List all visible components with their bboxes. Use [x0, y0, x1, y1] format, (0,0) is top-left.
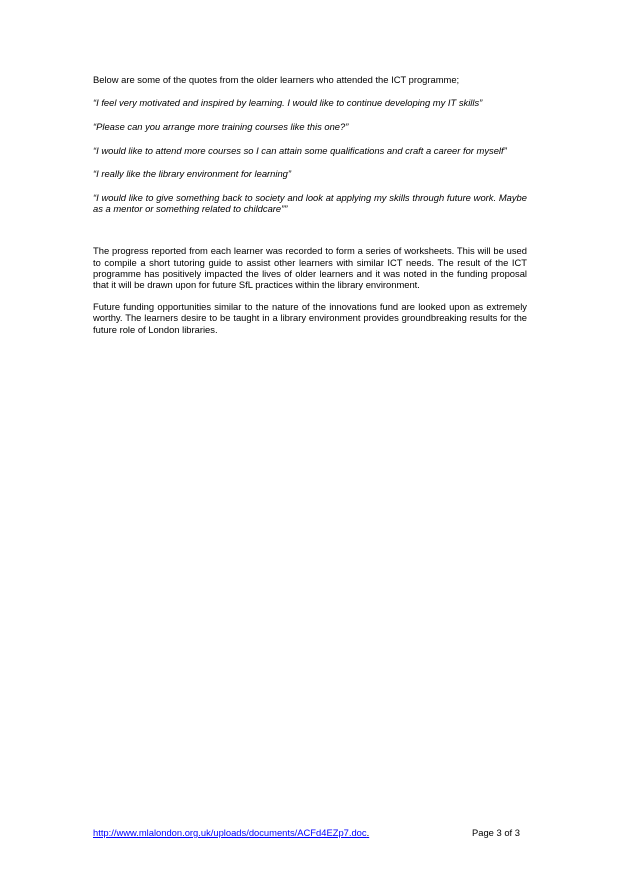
learner-quote-1: “I feel very motivated and inspired by learning. I would like to continue developing my IT skills”	[93, 97, 483, 109]
funding-paragraph: Future funding opportunities similar to the nature of the innovations fund are looked upon as extremely worthy. The learners desire to be taught in a library environment provides groundbreaking results for the future role of London libraries.	[93, 301, 527, 335]
footer-link-text[interactable]: http://www.mlalondon.org.uk/uploads/documents/ACFd4EZp7.doc	[93, 827, 367, 838]
progress-paragraph: The progress reported from each learner was recorded to form a series of worksheets. This will be used to compile a short tutoring guide to assist other learners with similar ICT needs. The result of the ICT programme has positively impacted the lives of older learners and it was noted in the funding proposal that it will be drawn upon for future SfL practices within the library environment.	[93, 245, 527, 291]
footer-source-link[interactable]	[93, 827, 369, 838]
learner-quote-5: “I would like to give something back to society and look at applying my skills through future work. Maybe as a mentor or something related to childcare””	[93, 192, 527, 215]
learner-quote-4: “I really like the library environment for learning”	[93, 168, 291, 180]
page-content	[93, 74, 527, 346]
footer-link-period: .	[366, 827, 370, 838]
learner-quote-3: “I would like to attend more courses so I can attain some qualifications and craft a career for myself”	[93, 144, 507, 156]
learner-quote-2: “Please can you arrange more training courses like this one?”	[93, 120, 349, 132]
page-number: Page 3 of 3	[472, 827, 520, 838]
intro-paragraph: Below are some of the quotes from the older learners who attended the ICT programme;	[93, 74, 460, 85]
